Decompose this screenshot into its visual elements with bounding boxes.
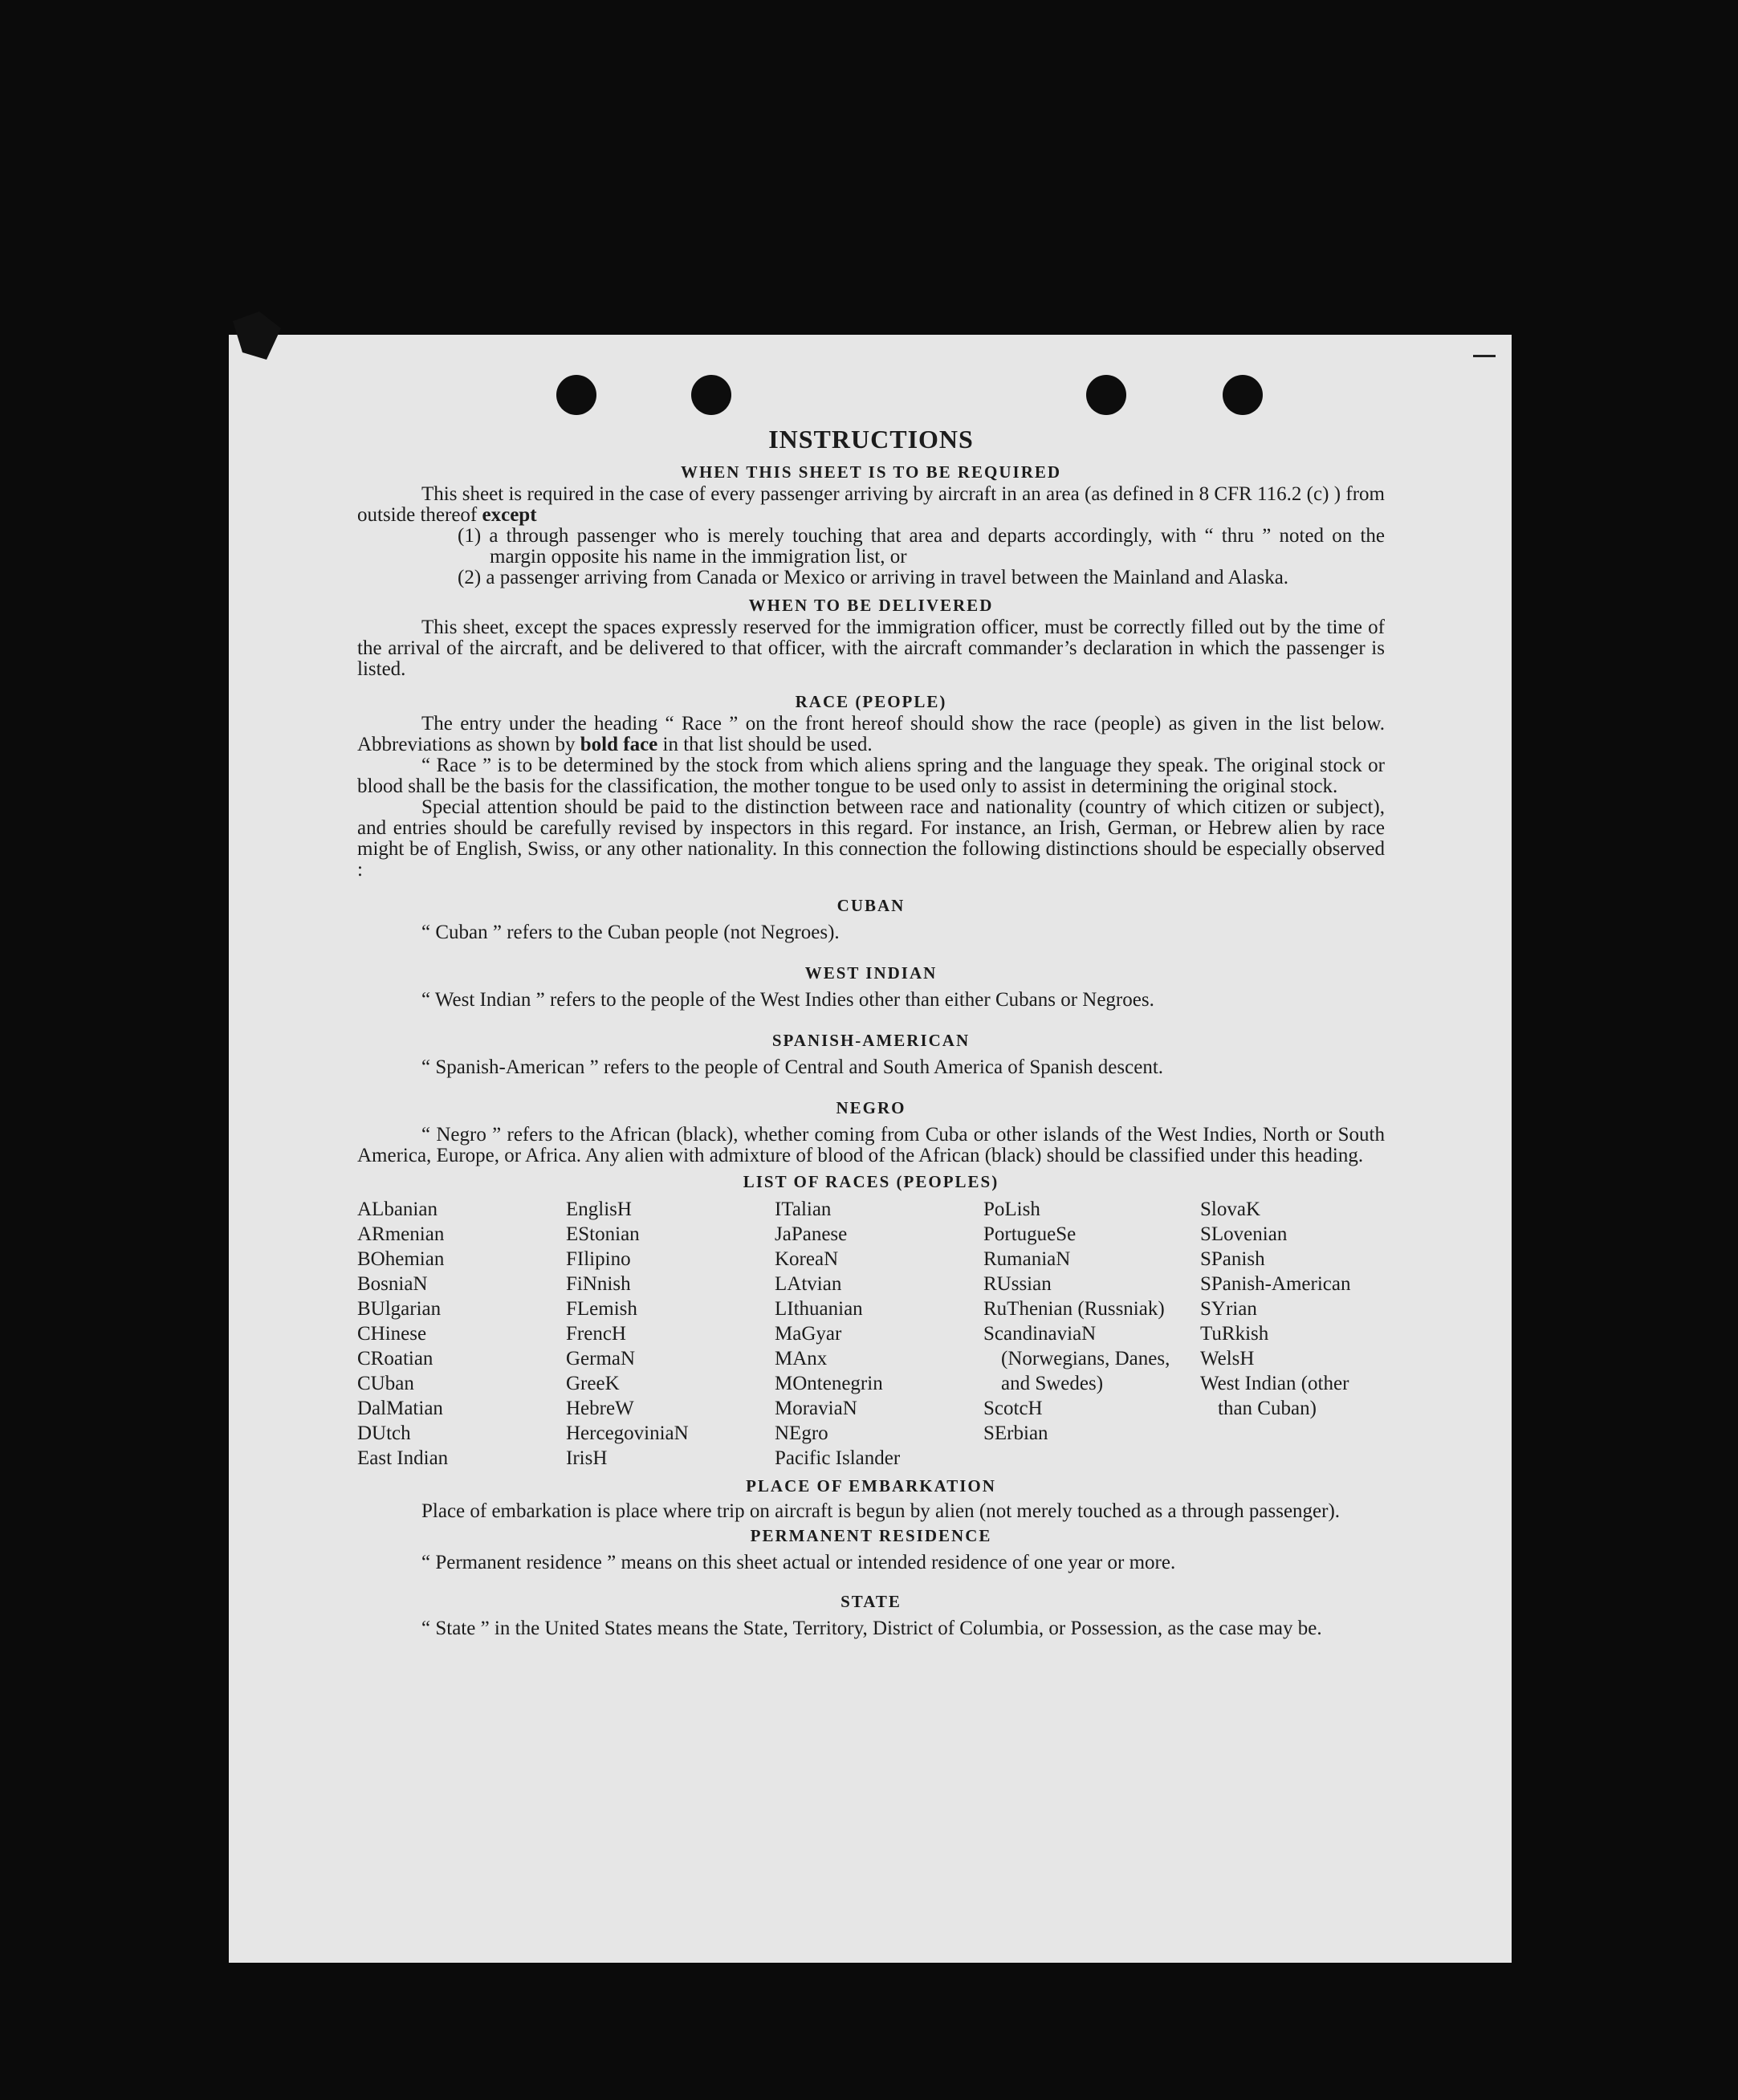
race-paragraph-3: Special attention should be paid to the distinction between race and nationality (country of which citizen or subject), and entries should be carefully revised by inspectors in this regard. For instance, an Irish, German, or Hebrew alien by race might be of English, Swiss, or any other nationality. In this connection the following distinctions should be especially observed : [357,796,1385,881]
race-entry: PortugueSe [983,1223,1077,1245]
race-entry: KoreaN [775,1248,839,1270]
exception-item-2: (2) a passenger arriving from Canada or Mexico or arriving in travel between the Mainland and Alaska. [458,567,1289,588]
race-column-1 [357,1197,550,1471]
race-entry: FIlipino [566,1248,631,1270]
page-title: INSTRUCTIONS [768,425,974,454]
race-entry: ScandinaviaN (Norwegians, Danes, and Swedes) [983,1323,1170,1394]
race-entry: IrisH [566,1447,608,1469]
race-paragraph-1: The entry under the heading “ Race ” on the front hereof should show the race (people) as given in the list below. Abbreviations as shown by bold face in that list should be used. [357,713,1385,755]
race-entry: WelsH [1200,1348,1255,1369]
race-entry: ARmenian [357,1223,445,1245]
race-entry: GreeK [566,1373,620,1394]
race-entry: MaGyar [775,1323,842,1345]
section-heading-negro: NEGRO [836,1098,906,1117]
race-entry: DUtch [357,1422,411,1444]
race-entry: SYrian [1200,1298,1257,1320]
race-entry: GermaN [566,1348,636,1369]
race-entry: FiNnish [566,1273,631,1295]
ink-mark [1473,355,1496,357]
section-heading-cuban: CUBAN [836,896,906,915]
race-entry: ITalian [775,1199,832,1220]
race-entry: SErbian [983,1422,1048,1444]
section-heading-state: STATE [841,1592,902,1611]
section-heading-embarkation: PLACE OF EMBARKATION [746,1476,996,1496]
section-heading-when-delivered: WHEN TO BE DELIVERED [748,596,994,615]
race-entry: MOntenegrin [775,1373,883,1394]
race-entry: SlovaK [1200,1199,1260,1220]
race-entry: HebreW [566,1398,634,1419]
state-text: “ State ” in the United States means the State, Territory, District of Columbia, or Possession, as the case may be. [421,1618,1322,1639]
race-column-5 [1200,1197,1385,1471]
race-entry: LIthuanian [775,1298,863,1320]
residence-text: “ Permanent residence ” means on this sheet actual or intended residence of one year or more. [421,1552,1176,1573]
race-entry: East Indian [357,1447,449,1469]
west-indian-text: “ West Indian ” refers to the people of the West Indies other than either Cubans or Negroes. [421,989,1154,1011]
race-entry: HercegoviniaN [566,1422,689,1444]
spanish-american-text: “ Spanish-American ” refers to the people of Central and South America of Spanish descent. [421,1056,1164,1078]
race-entry: EStonian [566,1223,640,1245]
exception-item-1: (1) a through passenger who is merely touching that area and departs accordingly, with “ thru ” noted on the margin opposite his name in the immigration list, or [458,525,1385,568]
race-entry: LAtvian [775,1273,842,1295]
race-entry: DalMatian [357,1398,443,1419]
when-delivered-text: This sheet, except the spaces expressly reserved for the immigration officer, must be correctly filled out by the time of the arrival of the aircraft, and be delivered to that officer, with the aircraft commander’s declaration in which the passenger is listed. [357,617,1385,680]
section-heading-spanish-american: SPANISH-AMERICAN [771,1031,971,1050]
race-entry: BOhemian [357,1248,445,1270]
race-entry: EnglisH [566,1199,632,1220]
document-page [229,335,1512,1963]
race-entry: FrencH [566,1323,626,1345]
race-entry: CRoatian [357,1348,433,1369]
race-entry: ALbanian [357,1199,438,1220]
race-entry: RumaniaN [983,1248,1071,1270]
race-entry: BUlgarian [357,1298,442,1320]
section-heading-residence: PERMANENT RESIDENCE [750,1526,992,1545]
punch-hole [1086,375,1126,415]
punch-hole [691,375,731,415]
race-entry: MAnx [775,1348,828,1369]
embarkation-text: Place of embarkation is place where trip on aircraft is begun by alien (not merely touched as a through passenger). [421,1500,1341,1522]
when-required-intro: This sheet is required in the case of every passenger arriving by aircraft in an area (as defined in 8 CFR 116.2 (c) ) from outside thereof except [357,483,1385,526]
race-entry: SPanish [1200,1248,1265,1270]
negro-text: “ Negro ” refers to the African (black), whether coming from Cuba or other islands of the West Indies, North or South America, Europe, or Africa. Any alien with admixture of blood of the African (black) should be classified under this heading. [357,1124,1385,1166]
race-entry: SPanish-American [1200,1273,1351,1295]
race-entry: FLemish [566,1298,637,1320]
race-entry: ScotcH [983,1398,1043,1419]
section-heading-when-required: WHEN THIS SHEET IS TO BE REQUIRED [680,462,1062,482]
race-entry: RUssian [983,1273,1052,1295]
punch-hole [556,375,596,415]
race-column-4 [983,1197,1184,1471]
cuban-text: “ Cuban ” refers to the Cuban people (not Negroes). [421,922,840,943]
punch-hole [1223,375,1263,415]
race-list [357,1197,1385,1471]
race-column-3 [775,1197,967,1471]
race-paragraph-2: “ Race ” is to be determined by the stock from which aliens spring and the language they speak. The original stock or blood shall be the basis for the classification, the mother tongue to be used only to assist in determining the original stock. [357,755,1385,797]
race-column-2 [566,1197,759,1471]
race-entry: MoraviaN [775,1398,857,1419]
race-entry: TuRkish [1200,1323,1269,1345]
race-entry: Pacific Islander [775,1447,901,1469]
race-entry: PoLish [983,1199,1040,1220]
instructions-content [357,423,1385,1639]
section-heading-race: RACE (PEOPLE) [795,692,947,711]
race-entry: BosniaN [357,1273,428,1295]
race-entry: CUban [357,1373,414,1394]
race-entry: CHinese [357,1323,427,1345]
race-entry: RuThenian (Russniak) [983,1298,1165,1320]
race-entry: JaPanese [775,1223,848,1245]
section-heading-west-indian: WEST INDIAN [804,963,938,983]
race-entry: NEgro [775,1422,828,1444]
race-entry: SLovenian [1200,1223,1288,1245]
race-entry: West Indian (other than Cuban) [1200,1373,1349,1419]
section-heading-list-of-races: LIST OF RACES (PEOPLES) [743,1172,999,1191]
